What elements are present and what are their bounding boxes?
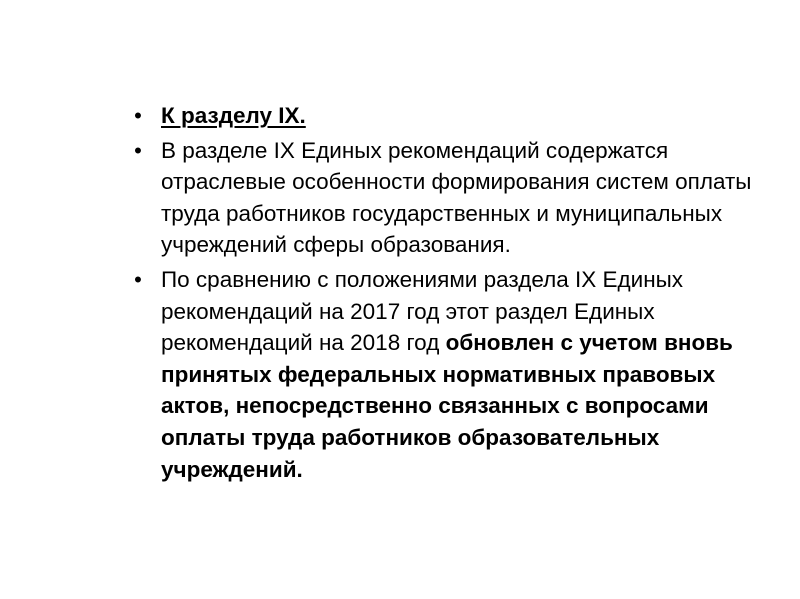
bullet-icon: • <box>134 137 142 163</box>
comparison-text: По сравнению с положениями раздела IX Единых рекомендаций на 2017 год этот раздел Единых рекомендаций на 2018 год <box>161 266 684 356</box>
list-item-heading <box>128 100 768 132</box>
description-text: В разделе IX Единых рекомендаций содержатся отраслевые особенности формирования систем оплаты труда работников государственных и муниципальных учреждений сферы образования. <box>161 137 752 258</box>
list-item-description <box>128 135 768 261</box>
bullet-list <box>128 100 768 488</box>
bullet-icon: • <box>134 266 142 292</box>
bullet-icon: • <box>134 103 142 128</box>
list-item-comparison <box>128 264 768 485</box>
section-heading: К разделу IX. <box>161 103 306 128</box>
comparison-bold-text: обновлен с учетом вновь принятых федеральных нормативных правовых актов, непосредственно связанных с вопросами оплаты труда работников образовательных учреждений. <box>161 330 733 482</box>
